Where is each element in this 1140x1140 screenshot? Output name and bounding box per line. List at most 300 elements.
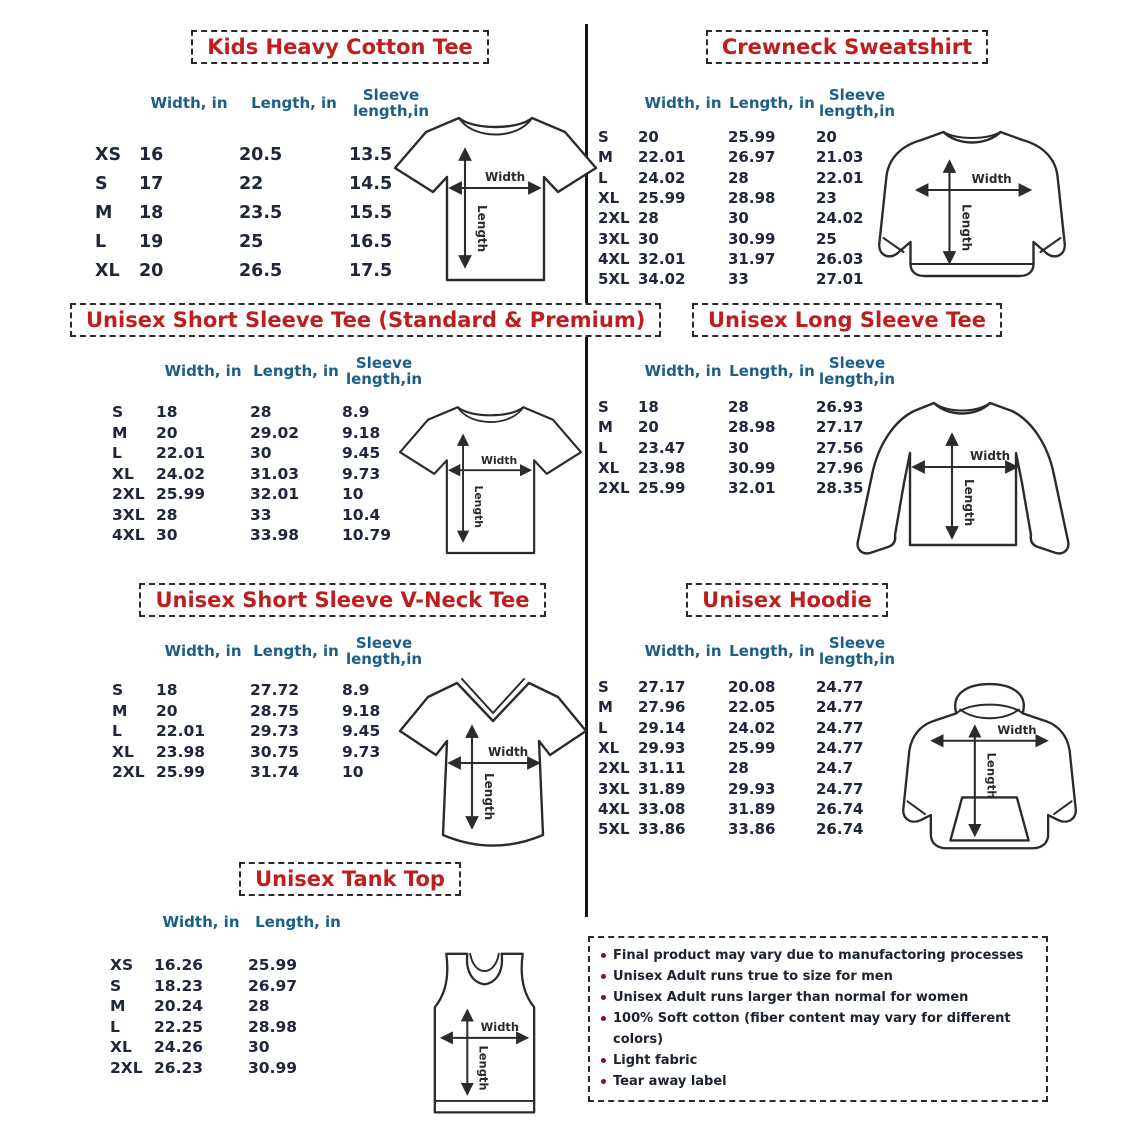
table-row (95, 227, 433, 256)
sleeve-cell: 9.73 (342, 464, 381, 483)
table-row (110, 976, 348, 997)
size-cell: 2XL (598, 209, 630, 228)
width-cell: 31.11 (638, 759, 686, 778)
table-row (112, 464, 426, 485)
section-title: Unisex Long Sleeve Tee (692, 303, 1002, 337)
width-cell: 24.02 (156, 464, 206, 483)
table-row (598, 188, 898, 208)
width-cell: 26.23 (154, 1058, 204, 1077)
column-header-sleeve: Sleeve length,in (818, 633, 896, 668)
section-shortsleeve-title-wrap (70, 303, 646, 337)
width-cell: 23.47 (638, 438, 686, 457)
vneck-tshirt-diagram (398, 675, 588, 853)
width-cell: 18.23 (154, 976, 204, 995)
note-text: Tear away label (613, 1074, 727, 1089)
table-body (112, 680, 426, 783)
length-cell: 29.02 (250, 423, 300, 442)
length-cell: 31.03 (250, 464, 300, 483)
table-header-row (110, 912, 348, 932)
table-row (598, 249, 898, 269)
note-item (599, 1008, 1037, 1050)
kids-size-table (95, 84, 433, 285)
length-cell: 25.99 (728, 739, 776, 758)
length-cell: 30 (728, 438, 749, 457)
table-row (112, 402, 426, 423)
length-cell: 33.98 (250, 526, 300, 545)
size-cell: 2XL (598, 479, 630, 498)
sleeve-cell: 26.93 (816, 398, 864, 417)
note-text: 100% Soft cotton (fiber content may vary for different colors) (613, 1011, 1011, 1047)
width-cell: 17 (139, 173, 164, 194)
length-cell: 33 (250, 505, 272, 524)
size-cell: XL (112, 742, 134, 761)
width-cell: 16 (139, 144, 164, 165)
length-cell: 32.01 (250, 485, 300, 504)
width-cell: 30 (638, 229, 659, 248)
width-cell: 18 (139, 202, 164, 223)
size-cell: 3XL (598, 229, 630, 248)
size-cell: 5XL (598, 270, 630, 289)
column-header-width: Width, in (150, 93, 228, 112)
table-row (110, 955, 348, 976)
table-row (598, 758, 898, 778)
length-cell: 30 (728, 209, 749, 228)
size-cell: M (112, 701, 128, 720)
length-cell: 28 (728, 759, 749, 778)
length-cell: 31.97 (728, 249, 776, 268)
sleeve-cell: 24.77 (816, 698, 864, 717)
size-cell: L (112, 444, 122, 463)
size-cell: L (598, 718, 608, 737)
sleeve-cell: 24.77 (816, 779, 864, 798)
width-cell: 24.02 (638, 168, 686, 187)
sleeve-cell: 9.73 (342, 742, 381, 761)
table-row (598, 677, 898, 697)
width-cell: 27.96 (638, 698, 686, 717)
longsleeve-diagram (852, 395, 1087, 575)
size-cell: S (110, 976, 122, 995)
length-label: Length (984, 752, 999, 799)
bullet-icon (601, 1079, 606, 1084)
length-cell: 30.75 (250, 742, 300, 761)
length-cell: 27.72 (250, 681, 300, 700)
width-label: Width (970, 449, 1011, 463)
width-cell: 18 (156, 681, 178, 700)
length-cell: 26.97 (728, 148, 776, 167)
size-cell: S (598, 398, 609, 417)
length-cell: 31.89 (728, 799, 776, 818)
bullet-icon (601, 953, 606, 958)
table-row (110, 1058, 348, 1079)
length-cell: 25 (239, 231, 264, 252)
table-row (598, 778, 898, 798)
length-cell: 28 (250, 403, 272, 422)
table-body (112, 402, 426, 546)
width-label: Width (481, 453, 518, 467)
length-cell: 30.99 (248, 1058, 298, 1077)
length-cell: 28 (248, 997, 270, 1016)
length-label: Length (476, 1045, 491, 1091)
tshirt-diagram (398, 400, 583, 562)
width-label: Width (997, 722, 1037, 737)
column-header-length: Length, in (253, 641, 339, 660)
vneck-size-table (112, 632, 426, 783)
length-label: Length (959, 204, 974, 252)
width-cell: 34.02 (638, 270, 686, 289)
sleeve-cell: 24.77 (816, 678, 864, 697)
size-cell: XL (95, 260, 120, 281)
width-cell: 22.25 (154, 1017, 204, 1036)
table-row (598, 269, 898, 289)
sleeve-cell: 10 (342, 485, 364, 504)
length-cell: 30.99 (728, 229, 776, 248)
table-row (112, 701, 426, 722)
shortsleeve-size-table (112, 352, 426, 546)
length-cell: 28.98 (728, 189, 776, 208)
length-cell: 23.5 (239, 202, 283, 223)
length-cell: 28 (728, 168, 749, 187)
section-kids-title-wrap (85, 30, 595, 64)
table-row (112, 680, 426, 701)
table-row (110, 1037, 348, 1058)
width-cell: 25.99 (156, 485, 206, 504)
table-row (112, 525, 426, 546)
table-row (598, 718, 898, 738)
length-cell: 25.99 (248, 956, 298, 975)
size-cell: XL (598, 189, 620, 208)
length-cell: 22 (239, 173, 264, 194)
note-item (599, 966, 1037, 987)
table-body (598, 677, 898, 839)
size-cell: S (112, 403, 124, 422)
column-header-length: Length, in (729, 93, 815, 112)
hoodie-diagram (882, 680, 1097, 866)
width-cell: 28 (638, 209, 659, 228)
size-cell: 4XL (598, 799, 630, 818)
length-cell: 20.08 (728, 678, 776, 697)
width-cell: 16.26 (154, 956, 204, 975)
sleeve-cell: 13.5 (349, 144, 393, 165)
size-cell: L (598, 438, 608, 457)
sleeve-cell: 23 (816, 189, 837, 208)
width-cell: 25.99 (638, 189, 686, 208)
length-cell: 33.86 (728, 820, 776, 839)
sleeve-cell: 14.5 (349, 173, 393, 194)
width-cell: 33.08 (638, 799, 686, 818)
sleeve-cell: 8.9 (342, 681, 370, 700)
size-cell: S (598, 128, 609, 147)
sleeve-cell: 26.03 (816, 249, 864, 268)
table-header-row (598, 632, 898, 670)
width-cell: 24.26 (154, 1038, 204, 1057)
length-cell: 26.5 (239, 260, 283, 281)
length-cell: 30 (248, 1038, 270, 1057)
width-cell: 31.89 (638, 779, 686, 798)
length-cell: 29.73 (250, 722, 300, 741)
table-row (95, 140, 433, 169)
size-cell: 2XL (112, 763, 145, 782)
crewneck-size-table (598, 84, 898, 289)
length-cell: 25.99 (728, 128, 776, 147)
length-cell: 30 (250, 444, 272, 463)
size-cell: L (95, 231, 107, 252)
table-row (112, 721, 426, 742)
sleeve-cell: 21.03 (816, 148, 864, 167)
size-cell: L (112, 722, 122, 741)
sleeve-cell: 15.5 (349, 202, 393, 223)
table-header-row (112, 352, 426, 390)
size-cell: 3XL (112, 505, 145, 524)
size-cell: XL (110, 1038, 132, 1057)
width-cell: 32.01 (638, 249, 686, 268)
table-body (110, 955, 348, 1078)
table-row (112, 423, 426, 444)
table-row (598, 819, 898, 839)
section-title: Unisex Tank Top (239, 862, 461, 896)
sleeve-cell: 17.5 (349, 260, 393, 281)
width-cell: 20 (139, 260, 164, 281)
column-header-length: Length, in (253, 361, 339, 380)
sleeve-cell: 10 (342, 763, 364, 782)
sleeve-cell: 20 (816, 128, 837, 147)
sleeve-cell: 16.5 (349, 231, 393, 252)
section-title: Unisex Short Sleeve Tee (Standard & Premium) (70, 303, 661, 337)
table-body (598, 127, 898, 289)
length-cell: 20.5 (239, 144, 283, 165)
column-header-length: Length, in (729, 641, 815, 660)
table-header-row (112, 632, 426, 670)
table-row (95, 198, 433, 227)
table-row (112, 742, 426, 763)
column-header-length: Length, in (255, 912, 341, 931)
size-cell: L (110, 1017, 120, 1036)
width-cell: 22.01 (638, 148, 686, 167)
section-hoodie-title-wrap (592, 583, 982, 617)
width-cell: 22.01 (156, 444, 206, 463)
width-cell: 20 (156, 701, 178, 720)
width-label: Width (485, 170, 526, 184)
size-cell: M (598, 698, 613, 717)
table-header-row (598, 84, 898, 122)
section-crewneck-title-wrap (592, 30, 1102, 64)
sleeve-cell: 24.02 (816, 209, 864, 228)
length-cell: 24.02 (728, 718, 776, 737)
bullet-icon (601, 995, 606, 1000)
table-header-row (95, 84, 433, 122)
width-cell: 25.99 (156, 763, 206, 782)
section-vneck-title-wrap (85, 583, 600, 617)
length-cell: 29.93 (728, 779, 776, 798)
tank-size-table (110, 912, 348, 1078)
table-row (112, 484, 426, 505)
width-cell: 30 (156, 526, 178, 545)
width-label: Width (488, 745, 529, 759)
column-header-width: Width, in (644, 361, 722, 380)
size-cell: 2XL (112, 485, 145, 504)
size-cell: S (95, 173, 108, 194)
sweatshirt-diagram (858, 122, 1086, 292)
size-cell: XL (598, 459, 620, 478)
note-item (599, 945, 1037, 966)
tshirt-diagram (393, 110, 598, 290)
width-cell: 22.01 (156, 722, 206, 741)
length-cell: 28.75 (250, 701, 300, 720)
sleeve-cell: 27.01 (816, 270, 864, 289)
length-label: Length (962, 479, 976, 527)
table-row (110, 996, 348, 1017)
column-header-width: Width, in (164, 361, 242, 380)
table-row (598, 799, 898, 819)
size-cell: S (598, 678, 609, 697)
length-cell: 32.01 (728, 479, 776, 498)
section-title: Crewneck Sweatshirt (706, 30, 988, 64)
width-cell: 18 (156, 403, 178, 422)
sleeve-cell: 24.77 (816, 718, 864, 737)
column-header-sleeve: Sleeve length,in (352, 85, 430, 120)
length-cell: 26.97 (248, 976, 298, 995)
size-cell: 5XL (598, 820, 630, 839)
table-row (112, 762, 426, 783)
width-label: Width (971, 172, 1012, 186)
sleeve-cell: 9.18 (342, 423, 381, 442)
length-cell: 28 (728, 398, 749, 417)
length-label: Length (475, 205, 489, 253)
size-cell: XL (112, 464, 134, 483)
size-cell: M (110, 997, 126, 1016)
column-header-width: Width, in (164, 641, 242, 660)
table-row (598, 738, 898, 758)
sleeve-cell: 9.18 (342, 701, 381, 720)
length-cell: 30.99 (728, 459, 776, 478)
width-cell: 27.17 (638, 678, 686, 697)
product-notes-box (588, 936, 1048, 1102)
column-header-width: Width, in (644, 641, 722, 660)
section-title: Unisex Short Sleeve V-Neck Tee (139, 583, 545, 617)
sleeve-cell: 10.4 (342, 505, 381, 524)
note-item (599, 1071, 1037, 1092)
sleeve-cell: 24.7 (816, 759, 854, 778)
size-cell: 4XL (112, 526, 145, 545)
width-cell: 33.86 (638, 820, 686, 839)
sleeve-cell: 10.79 (342, 526, 392, 545)
size-cell: L (598, 168, 608, 187)
sleeve-cell: 26.74 (816, 799, 864, 818)
width-cell: 20 (638, 128, 659, 147)
section-longsleeve-title-wrap (592, 303, 1102, 337)
width-cell: 29.14 (638, 718, 686, 737)
table-row (112, 505, 426, 526)
section-tank-title-wrap (85, 862, 615, 896)
length-label: Length (471, 485, 485, 528)
table-body (95, 140, 433, 285)
note-item (599, 1050, 1037, 1071)
tanktop-diagram (427, 950, 542, 1120)
width-cell: 18 (638, 398, 659, 417)
sleeve-cell: 27.17 (816, 418, 864, 437)
width-cell: 29.93 (638, 739, 686, 758)
bullet-icon (601, 974, 606, 979)
bullet-icon (601, 1058, 606, 1063)
note-text: Unisex Adult runs larger than normal for women (613, 990, 969, 1005)
table-row (598, 168, 898, 188)
table-row (598, 697, 898, 717)
column-header-length: Length, in (251, 93, 337, 112)
hoodie-size-table (598, 632, 898, 839)
length-cell: 33 (728, 270, 749, 289)
width-cell: 20 (156, 423, 178, 442)
note-text: Unisex Adult runs true to size for men (613, 969, 893, 984)
column-header-sleeve: Sleeve length,in (345, 353, 423, 388)
table-row (598, 147, 898, 167)
table-row (598, 127, 898, 147)
size-cell: XS (110, 956, 134, 975)
column-header-sleeve: Sleeve length,in (818, 85, 896, 120)
width-label: Width (480, 1020, 520, 1035)
length-cell: 28.98 (728, 418, 776, 437)
sleeve-cell: 24.77 (816, 739, 864, 758)
sleeve-cell: 8.9 (342, 403, 370, 422)
size-cell: M (598, 148, 613, 167)
column-header-sleeve: Sleeve length,in (818, 353, 896, 388)
note-item (599, 987, 1037, 1008)
size-cell: 4XL (598, 249, 630, 268)
table-row (95, 256, 433, 285)
section-title: Unisex Hoodie (686, 583, 888, 617)
size-cell: 3XL (598, 779, 630, 798)
width-cell: 25.99 (638, 479, 686, 498)
column-header-length: Length, in (729, 361, 815, 380)
width-cell: 23.98 (156, 742, 206, 761)
width-cell: 20 (638, 418, 659, 437)
bullet-icon (601, 1016, 606, 1021)
sleeve-cell: 27.96 (816, 459, 864, 478)
size-cell: XS (95, 144, 122, 165)
column-header-width: Width, in (644, 93, 722, 112)
length-cell: 28.98 (248, 1017, 298, 1036)
notes-list (599, 945, 1037, 1092)
sleeve-cell: 27.56 (816, 438, 864, 457)
width-cell: 19 (139, 231, 164, 252)
width-cell: 23.98 (638, 459, 686, 478)
column-header-sleeve: Sleeve length,in (345, 633, 423, 668)
table-row (110, 1017, 348, 1038)
sleeve-cell: 25 (816, 229, 837, 248)
sleeve-cell: 22.01 (816, 168, 864, 187)
length-cell: 22.05 (728, 698, 776, 717)
sleeve-cell: 9.45 (342, 444, 381, 463)
length-cell: 31.74 (250, 763, 300, 782)
size-cell: M (112, 423, 128, 442)
width-cell: 20.24 (154, 997, 204, 1016)
size-cell: 2XL (598, 759, 630, 778)
table-row (95, 169, 433, 198)
length-label: Length (482, 773, 496, 821)
table-row (598, 208, 898, 228)
table-row (112, 443, 426, 464)
sleeve-cell: 26.74 (816, 820, 864, 839)
table-header-row (598, 352, 898, 390)
size-cell: M (598, 418, 613, 437)
sleeve-cell: 28.35 (816, 479, 864, 498)
column-header-width: Width, in (162, 912, 240, 931)
note-text: Final product may vary due to manufactoring processes (613, 948, 1024, 963)
note-text: Light fabric (613, 1053, 698, 1068)
width-cell: 28 (156, 505, 178, 524)
size-cell: XL (598, 739, 620, 758)
size-cell: S (112, 681, 124, 700)
sleeve-cell: 9.45 (342, 722, 381, 741)
size-cell: 2XL (110, 1058, 143, 1077)
